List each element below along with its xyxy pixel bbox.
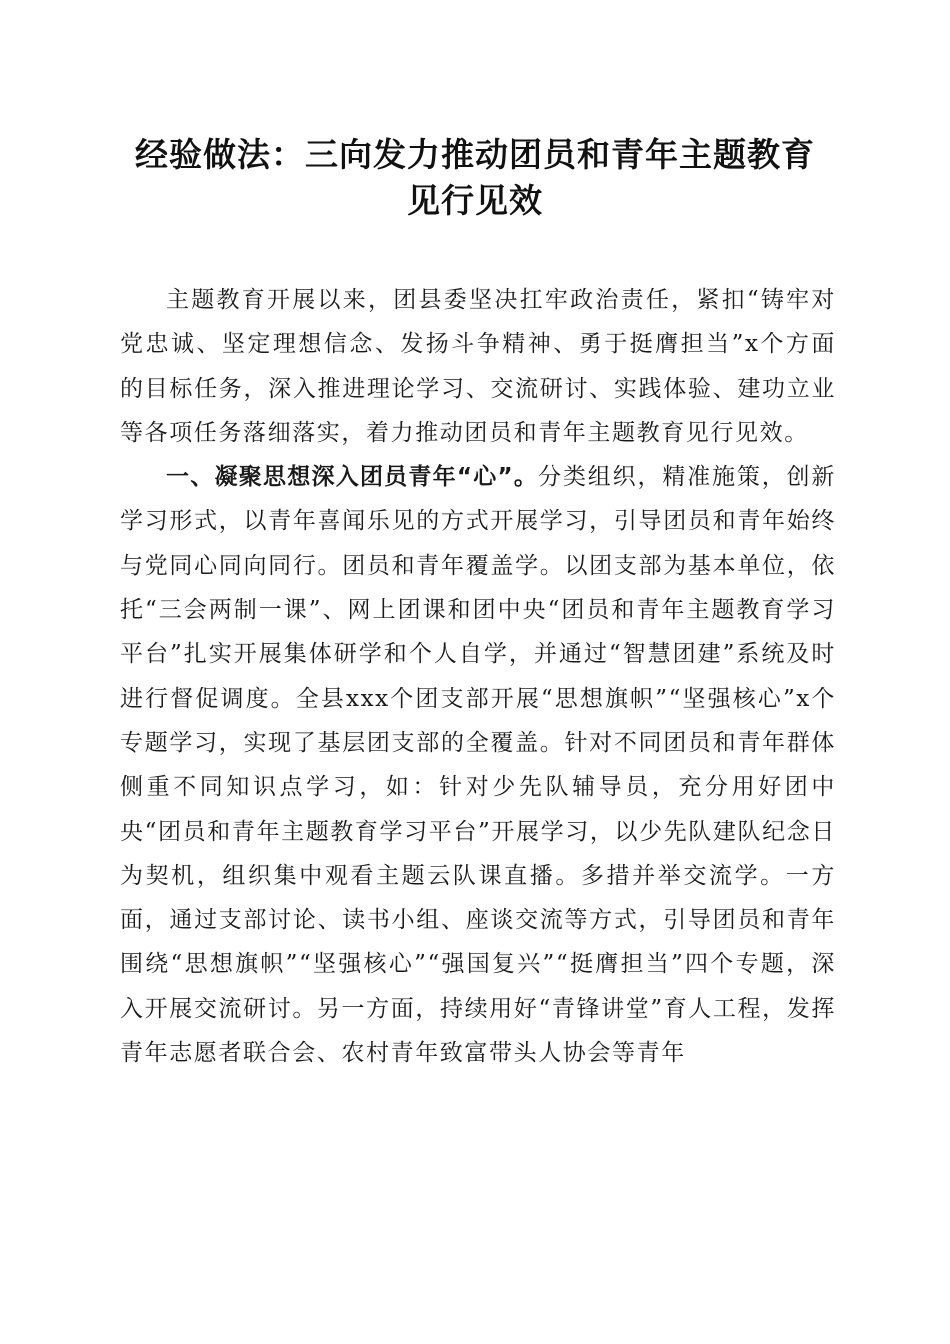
section-1-body: 分类组织，精准施策，创新学习形式，以青年喜闻乐见的方式开展学习，引导团员和青年始终与党同心同向同行。团员和青年覆盖学。以团支部为基本单位，依托“三会两制一课”、网上团课和团中央“团员和青年主题教育学习平台”扎实开展集体研学和个人自学，并通过“智慧团建”系统及时进行督促调度。全县xxx个团支部开展“思想旗帜”“坚强核心”x个专题学习，实现了基层团支部的全覆盖。针对不同团员和青年群体侧重不同知识点学习，如：针对少先队辅导员，充分用好团中央“团员和青年主题教育学习平台”开展学习，以少先队建队纪念日为契机，组织集中观看主题云队课直播。多措并举交流学。一方面，通过支部讨论、读书小组、座谈交流等方式，引导团员和青年围绕“思想旗帜”“坚强核心”“强国复兴”“挺膺担当”四个专题，深入开展交流研讨。另一方面，持续用好“青锋讲堂”育人工程，发挥青年志愿者联合会、农村青年致富带头人协会等青年 xyxy=(120,464,836,1067)
title-line-1: 经验做法：三向发力推动团员和青年主题教育 xyxy=(135,135,815,174)
section-1-heading: 一、凝聚思想深入团员青年“心”。 xyxy=(166,464,539,491)
document-body xyxy=(120,278,836,1075)
title-line-2: 见行见效 xyxy=(407,181,543,220)
intro-paragraph: 主题教育开展以来，团县委坚决扛牢政治责任，紧扣“铸牢对党忠诚、坚定理想信念、发扬斗争精神、勇于挺膺担当”x个方面的目标任务，深入推进理论学习、交流研讨、实践体验、建功立业等各项任务落细落实，着力推动团员和青年主题教育见行见效。 xyxy=(120,287,836,446)
section-1-paragraph xyxy=(120,455,836,1075)
document-title xyxy=(100,132,850,224)
